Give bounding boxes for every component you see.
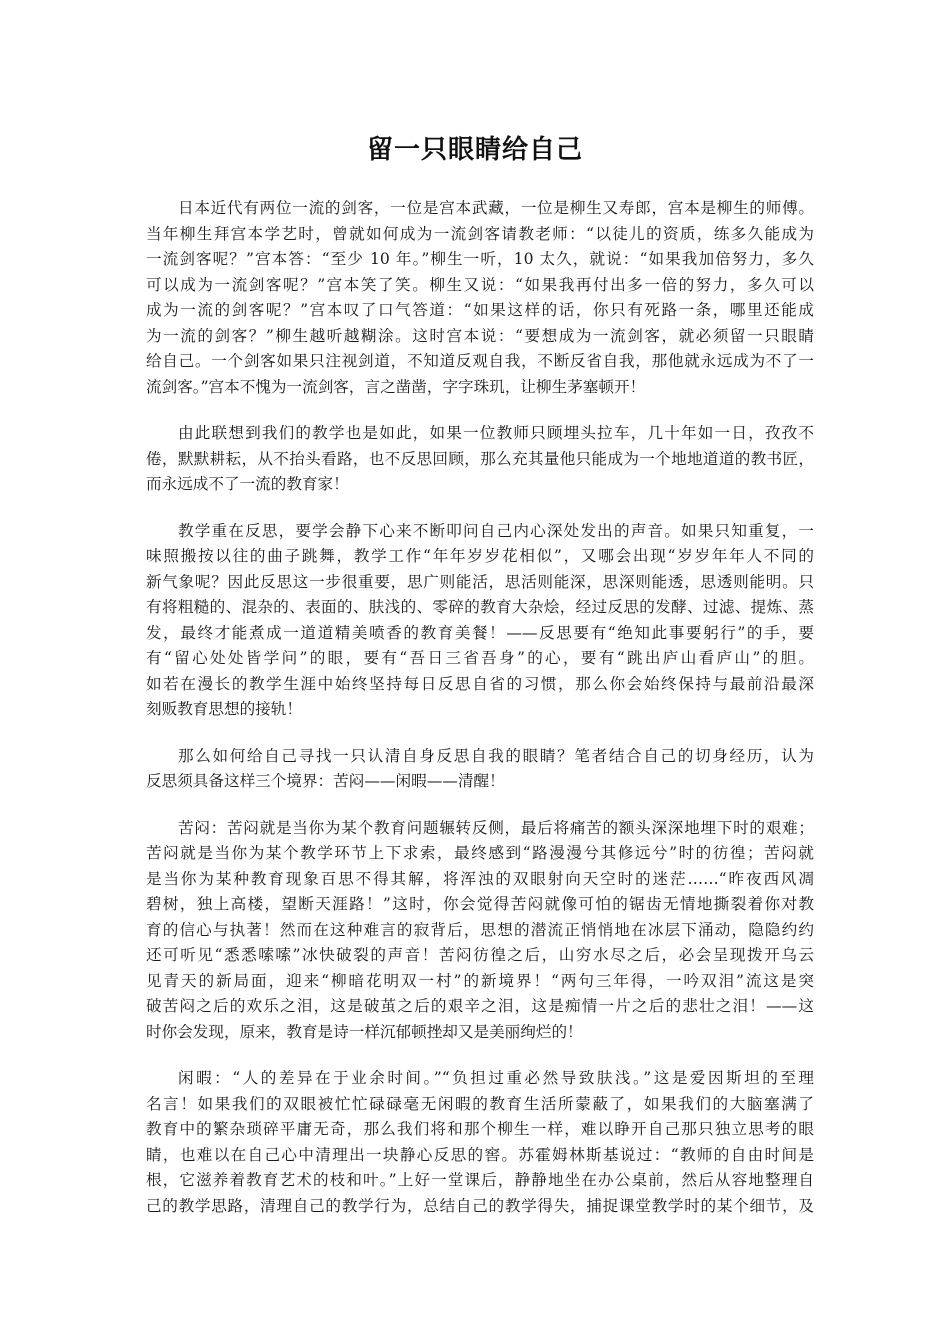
text-line: 见青天的新局面，迎来“柳暗花明双一村”的新境界！“两句三年得，一吟双泪”流这是突 xyxy=(146,971,814,990)
text-line: 为一流的剑客？”柳生越听越糊涂。这时宫本说：“要想成为一流剑客，就必须留一只眼睛 xyxy=(146,326,814,345)
text-line: 是当你为某种教育现象百思不得其解，将浑浊的双眼射向天空时的迷茫……“昨夜西风凋 xyxy=(146,869,814,888)
text-line: 碧树，独上高楼，望断天涯路！”这时，你会觉得苦闷就像可怕的锯齿无情地撕裂着你对教 xyxy=(146,895,814,913)
document-body xyxy=(146,196,814,1240)
paragraph xyxy=(146,421,814,498)
text-line: 那么如何给自己寻找一只认清自身反思自我的眼睛？笔者结合自己的切身经历，认为 xyxy=(178,746,814,765)
text-line: 味照搬按以往的曲子跳舞，教学工作“年年岁岁花相似”，又哪会出现“岁岁年年人不同的 xyxy=(146,547,814,565)
text-line: 日本近代有两位一流的剑客，一位是宫本武藏，一位是柳生又寿郎，宫本是柳生的师傅。 xyxy=(178,199,814,217)
text-line: 发，最终才能煮成一道道精美喷香的教育美餐！——反思要有“绝知此事要躬行”的手，要 xyxy=(146,623,814,642)
text-line: 可以成为一流剑客呢？”宫本笑了笑。柳生又说：“如果我再付出多一倍的努力，多久可以 xyxy=(146,275,814,294)
text-line: 成为一流的剑客呢？”宫本叹了口气答道：“如果这样的话，你只有死路一条，哪里还能成 xyxy=(146,301,814,319)
text-line: 如若在漫长的教学生涯中始终坚持每日反思自省的习惯，那么你会始终保持与最前沿最深 xyxy=(146,674,814,693)
text-line: 教学重在反思，要学会静下心来不断叩问自己内心深处发出的声音。如果只知重复，一 xyxy=(178,521,814,540)
text-line: 反思须具备这样三个境界：苦闷——闲暇——清醒！ xyxy=(146,772,505,790)
text-line: 刻贩教育思想的接轨！ xyxy=(146,700,302,718)
text-line: 教育中的繁杂琐碎平庸无奇，那么我们将和那个柳生一样，难以睁开自己那只独立思考的眼 xyxy=(146,1120,814,1138)
text-line: 苦闷就是当你为某个教学环节上下求索，最终感到“路漫漫兮其修远兮”时的彷徨；苦闷就 xyxy=(146,844,814,862)
text-line: 闲暇：“人的差异在于业余时间。”“负担过重必然导致肤浅。”这是爱因斯坦的至理 xyxy=(178,1069,814,1087)
text-line: 己的教学思路，清理自己的教学行为，总结自己的教学得失，捕捉课堂教学时的某个细节，及 xyxy=(146,1196,814,1215)
text-line: 由此联想到我们的教学也是如此，如果一位教师只顾埋头拉车，几十年如一日，孜孜不 xyxy=(178,424,814,442)
paragraph xyxy=(146,1066,814,1219)
text-line: 名言！如果我们的双眼被忙忙碌碌毫无闲暇的教育生活所蒙蔽了，如果我们的大脑塞满了 xyxy=(146,1094,814,1113)
text-line: 有“留心处处皆学问”的眼，要有“吾日三省吾身”的心，要有“跳出庐山看庐山”的胆。 xyxy=(146,649,814,667)
text-line: 当年柳生拜宫本学艺时，曾就如何成为一流剑客请教老师：“以徒儿的资质，练多久能成为 xyxy=(146,224,814,243)
text-line: 苦闷：苦闷就是当你为某个教育问题辗转反侧，最后将痛苦的额头深深地埋下时的艰难； xyxy=(178,818,814,837)
text-line: 新气象呢？因此反思这一步很重要，思广则能活，思活则能深，思深则能透，思透则能明。只 xyxy=(146,572,814,591)
text-line: 还可听见“悉悉嗦嗦”冰快破裂的声音！苦闷彷徨之后，山穷水尽之后，必会呈现拨开乌云 xyxy=(146,946,814,964)
document-title: 留一只眼睛给自己 xyxy=(366,135,583,165)
text-line: 根，它滋养着教育艺术的枝和叶。”上好一堂课后，静静地坐在办公桌前，然后从容地整理自 xyxy=(146,1171,814,1189)
paragraph xyxy=(146,816,814,1046)
text-line: 一流剑客呢？”宫本答：“至少 10 年。”柳生一听，10 太久，就说：“如果我加倍努力，多久 xyxy=(146,250,814,268)
text-line: 有将粗糙的、混杂的、表面的、肤浅的、零碎的教育大杂烩，经过反思的发酵、过滤、提炼、蒸 xyxy=(146,598,814,616)
text-line: 时你会发现，原来，教育是诗一样沉郁顿挫却又是美丽绚烂的！ xyxy=(146,1022,583,1041)
text-line: 流剑客。”宫本不愧为一流剑客，言之凿凿，字字珠玑，让柳生茅塞顿开！ xyxy=(146,377,646,396)
text-line: 破苦闷之后的欢乐之泪，这是破茧之后的艰辛之泪，这是痴情一片之后的悲壮之泪！——这 xyxy=(146,997,814,1015)
text-line: 睛，也难以在自己心中清理出一块静心反思的窖。苏霍姆林斯基说过：“教师的自由时间是 xyxy=(146,1145,814,1164)
paragraph xyxy=(146,744,814,795)
paragraph xyxy=(146,196,814,400)
text-line: 而永远成不了一流的教育家！ xyxy=(146,475,349,493)
text-line: 给自己。一个剑客如果只注视剑道，不知道反观自我，不断反省自我，那他就永远成为不了一 xyxy=(146,352,814,370)
text-line: 育的信心与执著！然而在这种难言的寂背后，思想的潜流正悄悄地在冰层下涌动，隐隐约约 xyxy=(146,920,814,939)
text-line: 倦，默默耕耘，从不抬头看路，也不反思回顾，那么充其量他只能成为一个地地道道的教书匠， xyxy=(146,449,814,468)
paragraph xyxy=(146,519,814,723)
